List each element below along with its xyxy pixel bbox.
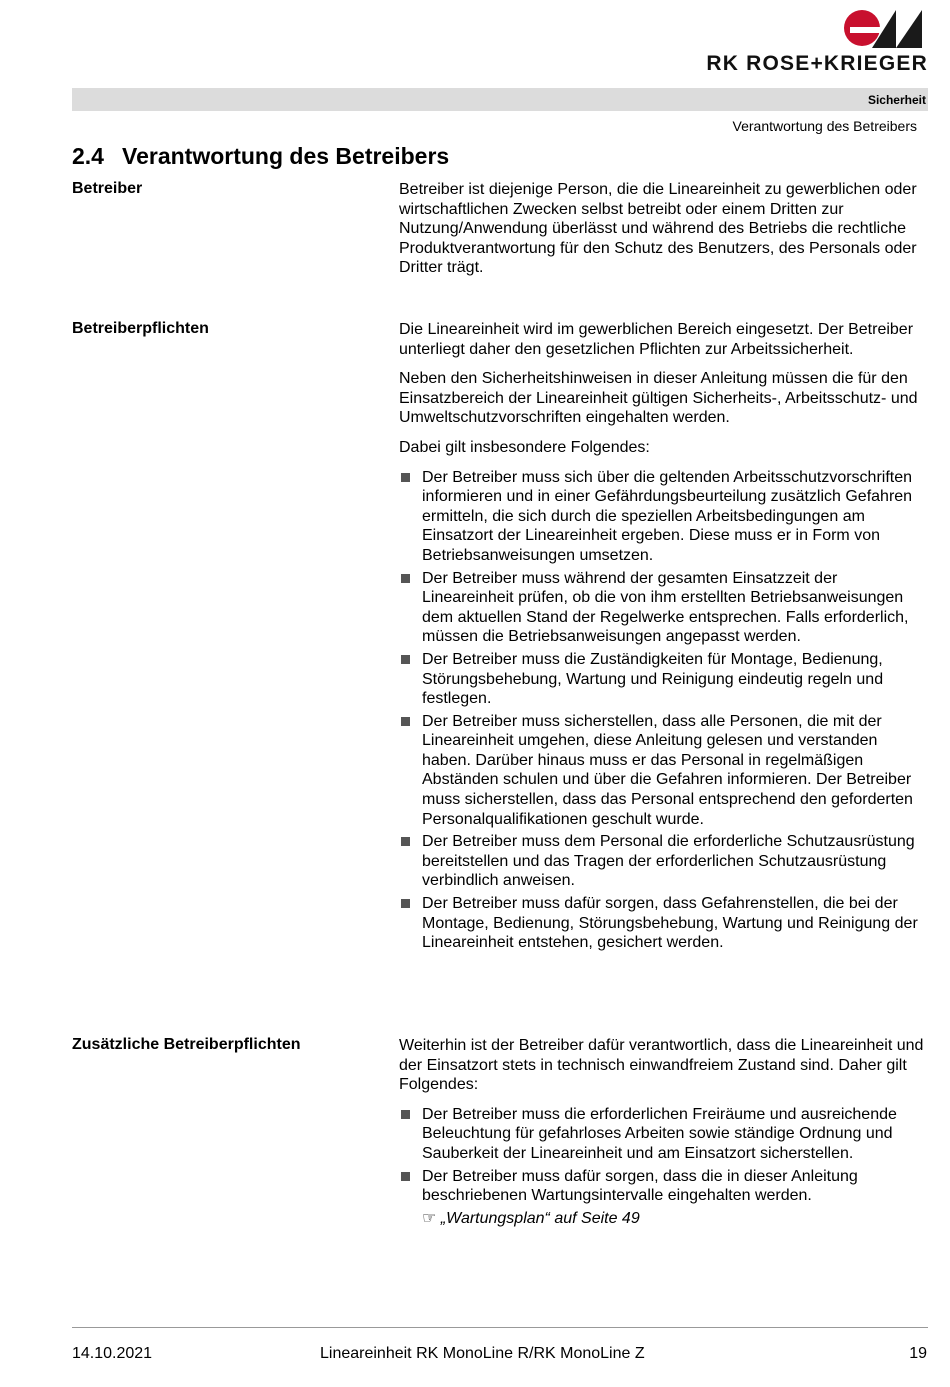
list-item: Der Betreiber muss dem Personal die erforderliche Schutzausrüstung bereitstellen und das Tragen der erforderlichen Schutzausrüstung verbindlich anweisen. [399,832,927,891]
label-betreiberpflichten: Betreiberpflichten [72,320,209,337]
subsection-name: Verantwortung des Betreibers [732,118,917,134]
paragraph: Weiterhin ist der Betreiber dafür verantwortlich, dass die Lineareinheit und der Einsatzort stets in technisch einwandfreiem Zustand sind. Daher gilt Folgendes: [399,1037,924,1094]
rose-krieger-logo-mark [842,6,928,50]
label-zusaetzliche-betreiberpflichten: Zusätzliche Betreiberpflichten [72,1036,301,1053]
footer-divider [72,1327,928,1328]
bullet-list [399,1105,927,1206]
section-title: Verantwortung des Betreibers [122,143,450,169]
section-header-bar [72,88,928,111]
bullet-square-icon [401,899,410,908]
pointing-hand-icon: ☞ [422,1209,437,1227]
paragraph: Neben den Sicherheitshinweisen in dieser Anleitung müssen die für den Einsatzbereich der Lineareinheit gültigen Sicherheits-, Arbeitsschutz- und Umweltschutzvorschriften eingehalten werden. [399,370,918,427]
bullet-list [399,468,927,953]
list-item: Der Betreiber muss dafür sorgen, dass Gefahrenstellen, die bei der Montage, Bedienung, Störungsbehebung, Wartung und Reinigung der Lineareinheit entstehen, gesichert werden. [399,894,927,953]
section-number: 2.4 [72,143,104,169]
footer-document-title: Lineareinheit RK MonoLine R/RK MonoLine Z [320,1345,645,1362]
brand-name: RK ROSE+KRIEGER [706,52,928,75]
page-number: 19 [909,1345,927,1362]
paragraph: Betreiber ist diejenige Person, die die Lineareinheit zu gewerblichen oder wirtschaftlichen Zwecken selbst betreibt oder einem Dritten zur Nutzung/Anwendung überlässt und während des Betriebs die rechtliche Produktverantwortung für den Schutz des Benutzers, des Personals oder Dritter trägt. [399,181,917,277]
bullet-square-icon [401,1172,410,1181]
bullet-square-icon [401,717,410,726]
bullet-square-icon [401,837,410,846]
bullet-square-icon [401,655,410,664]
list-item: Der Betreiber muss sich über die geltenden Arbeitsschutzvorschriften informieren und in einer Gefährdungsbeurteilung zusätzlich Gefahren ermitteln, die sich durch die speziellen Arbeitsbedingungen am Einsatzort der Lineareinheit ergeben. Diese muss er in Form von Betriebsanweisungen umsetzen. [399,468,927,566]
label-betreiber: Betreiber [72,180,143,197]
list-item: Der Betreiber muss die erforderlichen Freiräume und ausreichende Beleuchtung für gefahrloses Arbeiten sowie ständige Ordnung und Sauberkeit der Lineareinheit und am Einsatzort sicherstellen. [399,1105,927,1164]
footer-date: 14.10.2021 [72,1345,153,1362]
list-item: Der Betreiber muss sicherstellen, dass alle Personen, die mit der Lineareinheit umgehen, diese Anleitung gelesen und verstanden haben. Darüber hinaus muss er das Personal in regelmäßigen Abständen schulen und über die Gefahren informieren. Der Betreiber muss sicherstellen, dass das Personal entsprechend den geforderten Personalqualifikationen geschult wurde. [399,712,927,830]
paragraph: Dabei gilt insbesondere Folgendes: [399,438,650,456]
list-item: Der Betreiber muss während der gesamten Einsatzzeit der Lineareinheit prüfen, ob die von ihm erstellten Betriebsanweisungen dem aktuellen Stand der Regelwerke entsprechen. Falls erforderlich, müssen die Betriebsanweisungen angepasst werden. [399,569,927,647]
section-name: Sicherheit [867,93,926,107]
body-zusaetzliche-betreiberpflichten [399,1036,927,1228]
list-item: Der Betreiber muss die Zuständigkeiten für Montage, Bedienung, Störungsbehebung, Wartung und Reinigung eindeutig regeln und festlegen. [399,650,927,709]
bullet-square-icon [401,473,410,482]
cross-reference-link[interactable] [399,1209,927,1229]
body-betreiberpflichten [399,320,927,956]
body-betreiber [399,180,927,288]
bullet-square-icon [401,574,410,583]
paragraph: Die Lineareinheit wird im gewerblichen Bereich eingesetzt. Der Betreiber unterliegt daher den gesetzlichen Pflichten zur Arbeitssicherheit. [399,321,914,358]
page-title [72,143,449,170]
bullet-square-icon [401,1110,410,1119]
list-item: Der Betreiber muss dafür sorgen, dass die in dieser Anleitung beschriebenen Wartungsintervalle eingehalten werden. [399,1167,927,1206]
company-logo [688,6,928,75]
cross-reference-text: „Wartungsplan“ auf Seite 49 [440,1209,640,1227]
